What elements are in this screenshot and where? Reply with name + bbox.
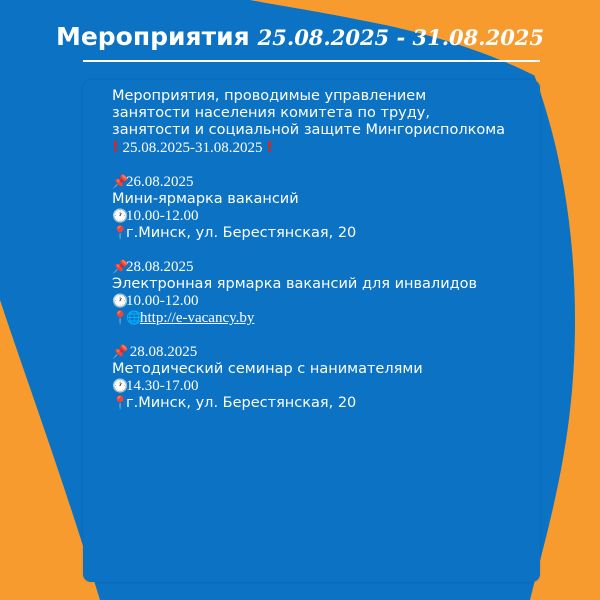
event-3-time-line (112, 378, 532, 395)
event-2-link-line (112, 310, 532, 327)
e-vacancy-link[interactable]: http://e-vacancy.by (140, 310, 255, 326)
event-1-time: 10.00-12.00 (126, 208, 199, 224)
event-3-title: Методический семинар с нанимателями (112, 361, 423, 377)
event-2-date: 28.08.2025 (126, 259, 194, 275)
page-title: Мероприятия (55, 22, 250, 51)
event-3-date-line (112, 344, 532, 361)
event-3-date: 28.08.2025 (126, 344, 198, 360)
event-2-date-line (112, 259, 532, 276)
intro-line-3: занятости и социальной защите Мингорисполкома (112, 122, 506, 138)
event-1-date: 26.08.2025 (126, 174, 194, 190)
exclamation-icon: ! (266, 138, 273, 156)
clock-icon: 🕐 (112, 209, 129, 224)
event-3-place-line (112, 395, 532, 412)
clock-icon: 🕐 (112, 379, 129, 394)
intro-period-text: 25.08.2025-31.08.2025 (122, 140, 263, 156)
pushpin-icon: 📌 (112, 175, 129, 190)
clock-icon: 🕐 (112, 294, 129, 309)
location-pin-icon: 📍 (112, 226, 129, 241)
event-1-time-line (112, 208, 532, 225)
event-2-time: 10.00-12.00 (126, 293, 199, 309)
header-divider (83, 60, 540, 62)
event-1-date-line (112, 174, 532, 191)
header (0, 22, 600, 51)
event-1-place: г.Минск, ул. Берестянская, 20 (126, 225, 357, 241)
intro-line-1: Мероприятия, проводимые управлением (112, 88, 427, 104)
exclamation-icon: ! (112, 138, 119, 156)
pushpin-icon: 📌 (112, 260, 129, 275)
pushpin-icon: 📌 (112, 345, 129, 360)
event-2-title: Электронная ярмарка вакансий для инвалидов (112, 276, 478, 292)
event-2-time-line (112, 293, 532, 310)
globe-icon: 🌐 (126, 311, 143, 326)
location-pin-icon: 📍 (112, 396, 129, 411)
event-1-place-line (112, 225, 532, 242)
event-1-title: Мини-ярмарка вакансий (112, 191, 299, 207)
intro-line-2: занятости населения комитета по труду, (112, 105, 430, 121)
events-text (112, 88, 532, 412)
header-dates: 25.08.2025 - 31.08.2025 (257, 25, 545, 50)
event-3-place: г.Минск, ул. Берестянская, 20 (126, 395, 357, 411)
intro-period (112, 139, 532, 157)
location-pin-icon: 📍 (112, 311, 129, 326)
event-3-time: 14.30-17.00 (126, 378, 199, 394)
